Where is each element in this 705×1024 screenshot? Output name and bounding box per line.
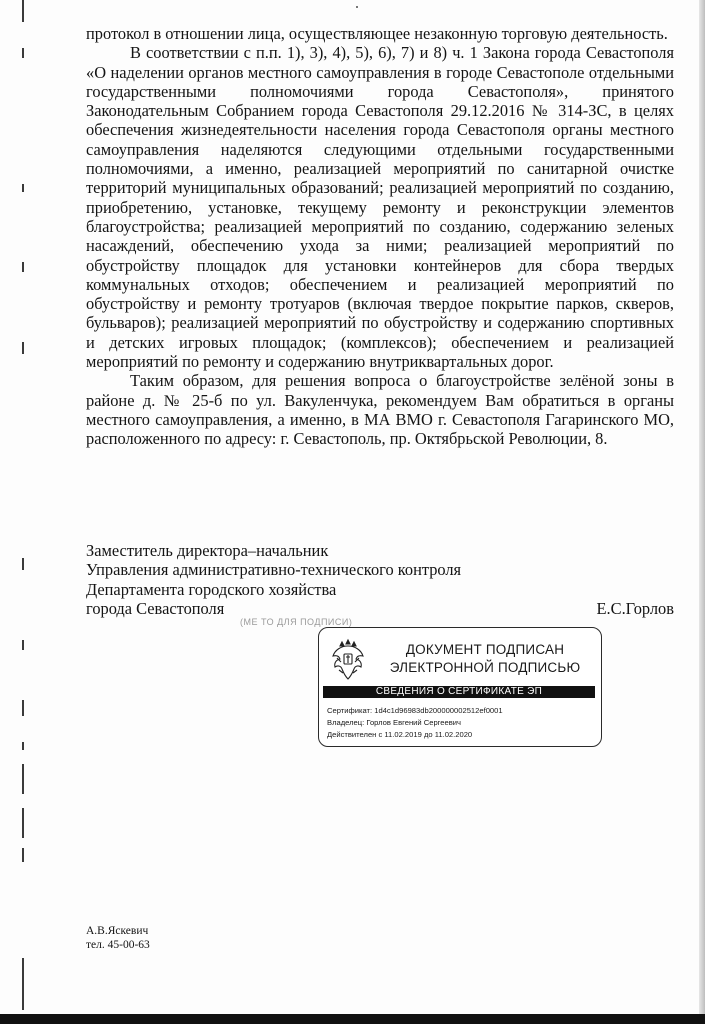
executor-phone: тел. 45-00-63 [86,939,150,951]
stamp-certificate-header: СВЕДЕНИЯ О СЕРТИФИКАТЕ ЭП [323,686,595,698]
stamp-title-line-1: ДОКУМЕНТ ПОДПИСАН [405,642,565,657]
signer-position-line-1: Заместитель директора–начальник [86,541,329,560]
scan-bottom-edge-shadow [0,1014,705,1024]
stamp-certificate-owner: Владелец: Горлов Евгений Сергеевич [327,718,461,727]
stamp-title-line-2: ЭЛЕКТРОННОЙ ПОДПИСЬЮ [389,660,581,675]
letter-body [86,24,674,449]
electronic-signature-stamp [318,627,602,747]
scan-right-edge-shadow [699,0,705,1024]
paragraph-continuation: протокол в отношении лица, осуществляющее незаконную торговую деятельность. [86,24,668,43]
signature-block [86,541,674,618]
executor-info [86,924,150,952]
scan-left-edge-marks [22,0,24,1024]
scan-speck [356,6,358,8]
signer-name: Е.С.Горлов [596,598,674,618]
coat-of-arms-icon [329,636,367,682]
paragraph-legal-basis: В соответствии с п.п. 1), 3), 4), 5), 6), 7) и 8) ч. 1 Закона города Севастополя «О наделении органов местного самоуправления в городе Севастополе отдельными государственными полномочиями города Севастополя», принятого Законодательным Собранием города Севастополя 29.12.2016 № 314-ЗС, в целях обеспечения жизнедеятельности населения города Севастополя органы местного самоуправления наделяются следующими отдельными государственными полномочиями, а именно, реализацией мероприятий по санитарной очистке территорий муниципальных образований; реализацией мероприятий по созданию, приобретению, установке, текущему ремонту и реконструкции элементов благоустройства; реализацией мероприятий по созданию, содержанию зеленых насаждений, обеспечению ухода за ними; реализацией мероприятий по обустройству площадок для установки контейнеров для сбора твердых коммунальных отходов; обеспечением и реализацией мероприятий по обустройству и ремонту тротуаров (включая твердое покрытие парков, скверов, бульваров); реализацией мероприятий по обустройству и содержанию спортивных и детских игровых площадок; (комплексов); обеспечением и реализацией мероприятий по ремонту и содержанию внутриквартальных дорог. [86,43,674,372]
signer-position-line-4: города Севастополя [86,598,225,618]
stamp-certificate-number: Сертификат: 1d4c1d96983db200000002512ef0001 [327,706,503,715]
signer-position-line-2: Управления административно-технического контроля [86,560,462,580]
paragraph-recommendation: Таким образом, для решения вопроса о благоустройстве зелёной зоны в районе д. № 25-б по ул. Вакуленчука, рекомендуем Вам обратиться в органы местного самоуправления, а именно, в МА ВМО г. Севастополя Гагаринского МО, расположенного по адресу: г. Севастополь, пр. Октябрьской Революции, 8. [86,371,674,449]
faint-place-for-signature: (МЕ ТО ДЛЯ ПОДПИСИ) [240,617,353,627]
signer-position-line-3: Департамента городского хозяйства [86,579,337,599]
stamp-certificate-validity: Действителен с 11.02.2019 до 11.02.2020 [327,730,473,739]
executor-name: А.В.Яскевич [86,925,149,937]
